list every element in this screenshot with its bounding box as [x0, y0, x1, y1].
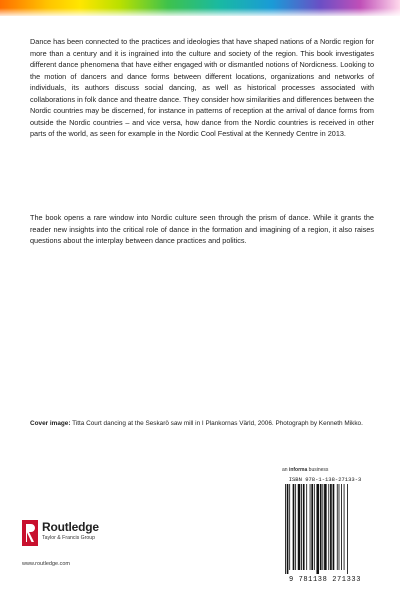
routledge-r-icon	[22, 520, 38, 546]
routledge-logo	[22, 520, 192, 560]
rainbow-header-strip	[0, 0, 400, 16]
publisher-subtitle: Taylor & Francis Group	[42, 535, 96, 541]
publisher-url[interactable]: www.routledge.com	[22, 561, 70, 567]
cover-image-text: Titta Court dancing at the Seskarö saw mill in I Plankornas Värld, 2006. Photograph by Kenneth Mikko.	[70, 420, 363, 427]
barcode-digits: 9 781138 271333	[288, 576, 361, 584]
cover-image-label: Cover image:	[30, 420, 71, 427]
publisher-name: Routledge	[42, 520, 99, 534]
blurb-paragraph-2: The book opens a rare window into Nordic culture seen through the prism of dance. While it grants the reader new insights into the critical role of dance in the formation and imagining of a region, it also raises questions about the interplay between dance practices and politics.	[30, 213, 374, 245]
cover-image-credit	[30, 419, 374, 429]
informa-brand: informa	[288, 467, 308, 473]
blurb-paragraph-1: Dance has been connected to the practices and ideologies that have shaped nations of a Nordic region for more than a century and it is ingrained into the culture and society of the region. This book investigates different dance phenomena that have either engaged with or dismantled notions of Nordicness. Looking to the motion of dancers and dance forms between different locations, organizations and networks of individuals, its authors discuss social dancing, as well as historical processes associated with collaborations in folk dance and theatre dance. They consider how similarities and differences between the Nordic countries may be discerned, for instance in patterns of reception at the arrival of dance forms from outside the Nordic countries – and vice versa, how dance from the Nordic countries is received in other parts of the world, as seen for example in the Nordic Cool Festival at the Kennedy Centre in 2013.	[30, 37, 374, 138]
isbn-barcode	[279, 476, 371, 586]
informa-prefix: an	[282, 467, 289, 473]
informa-suffix: business	[307, 467, 329, 473]
isbn-label: ISBN 978-1-138-27133-3	[288, 476, 362, 483]
informa-business-line	[282, 467, 374, 473]
barcode-bars	[285, 484, 365, 574]
